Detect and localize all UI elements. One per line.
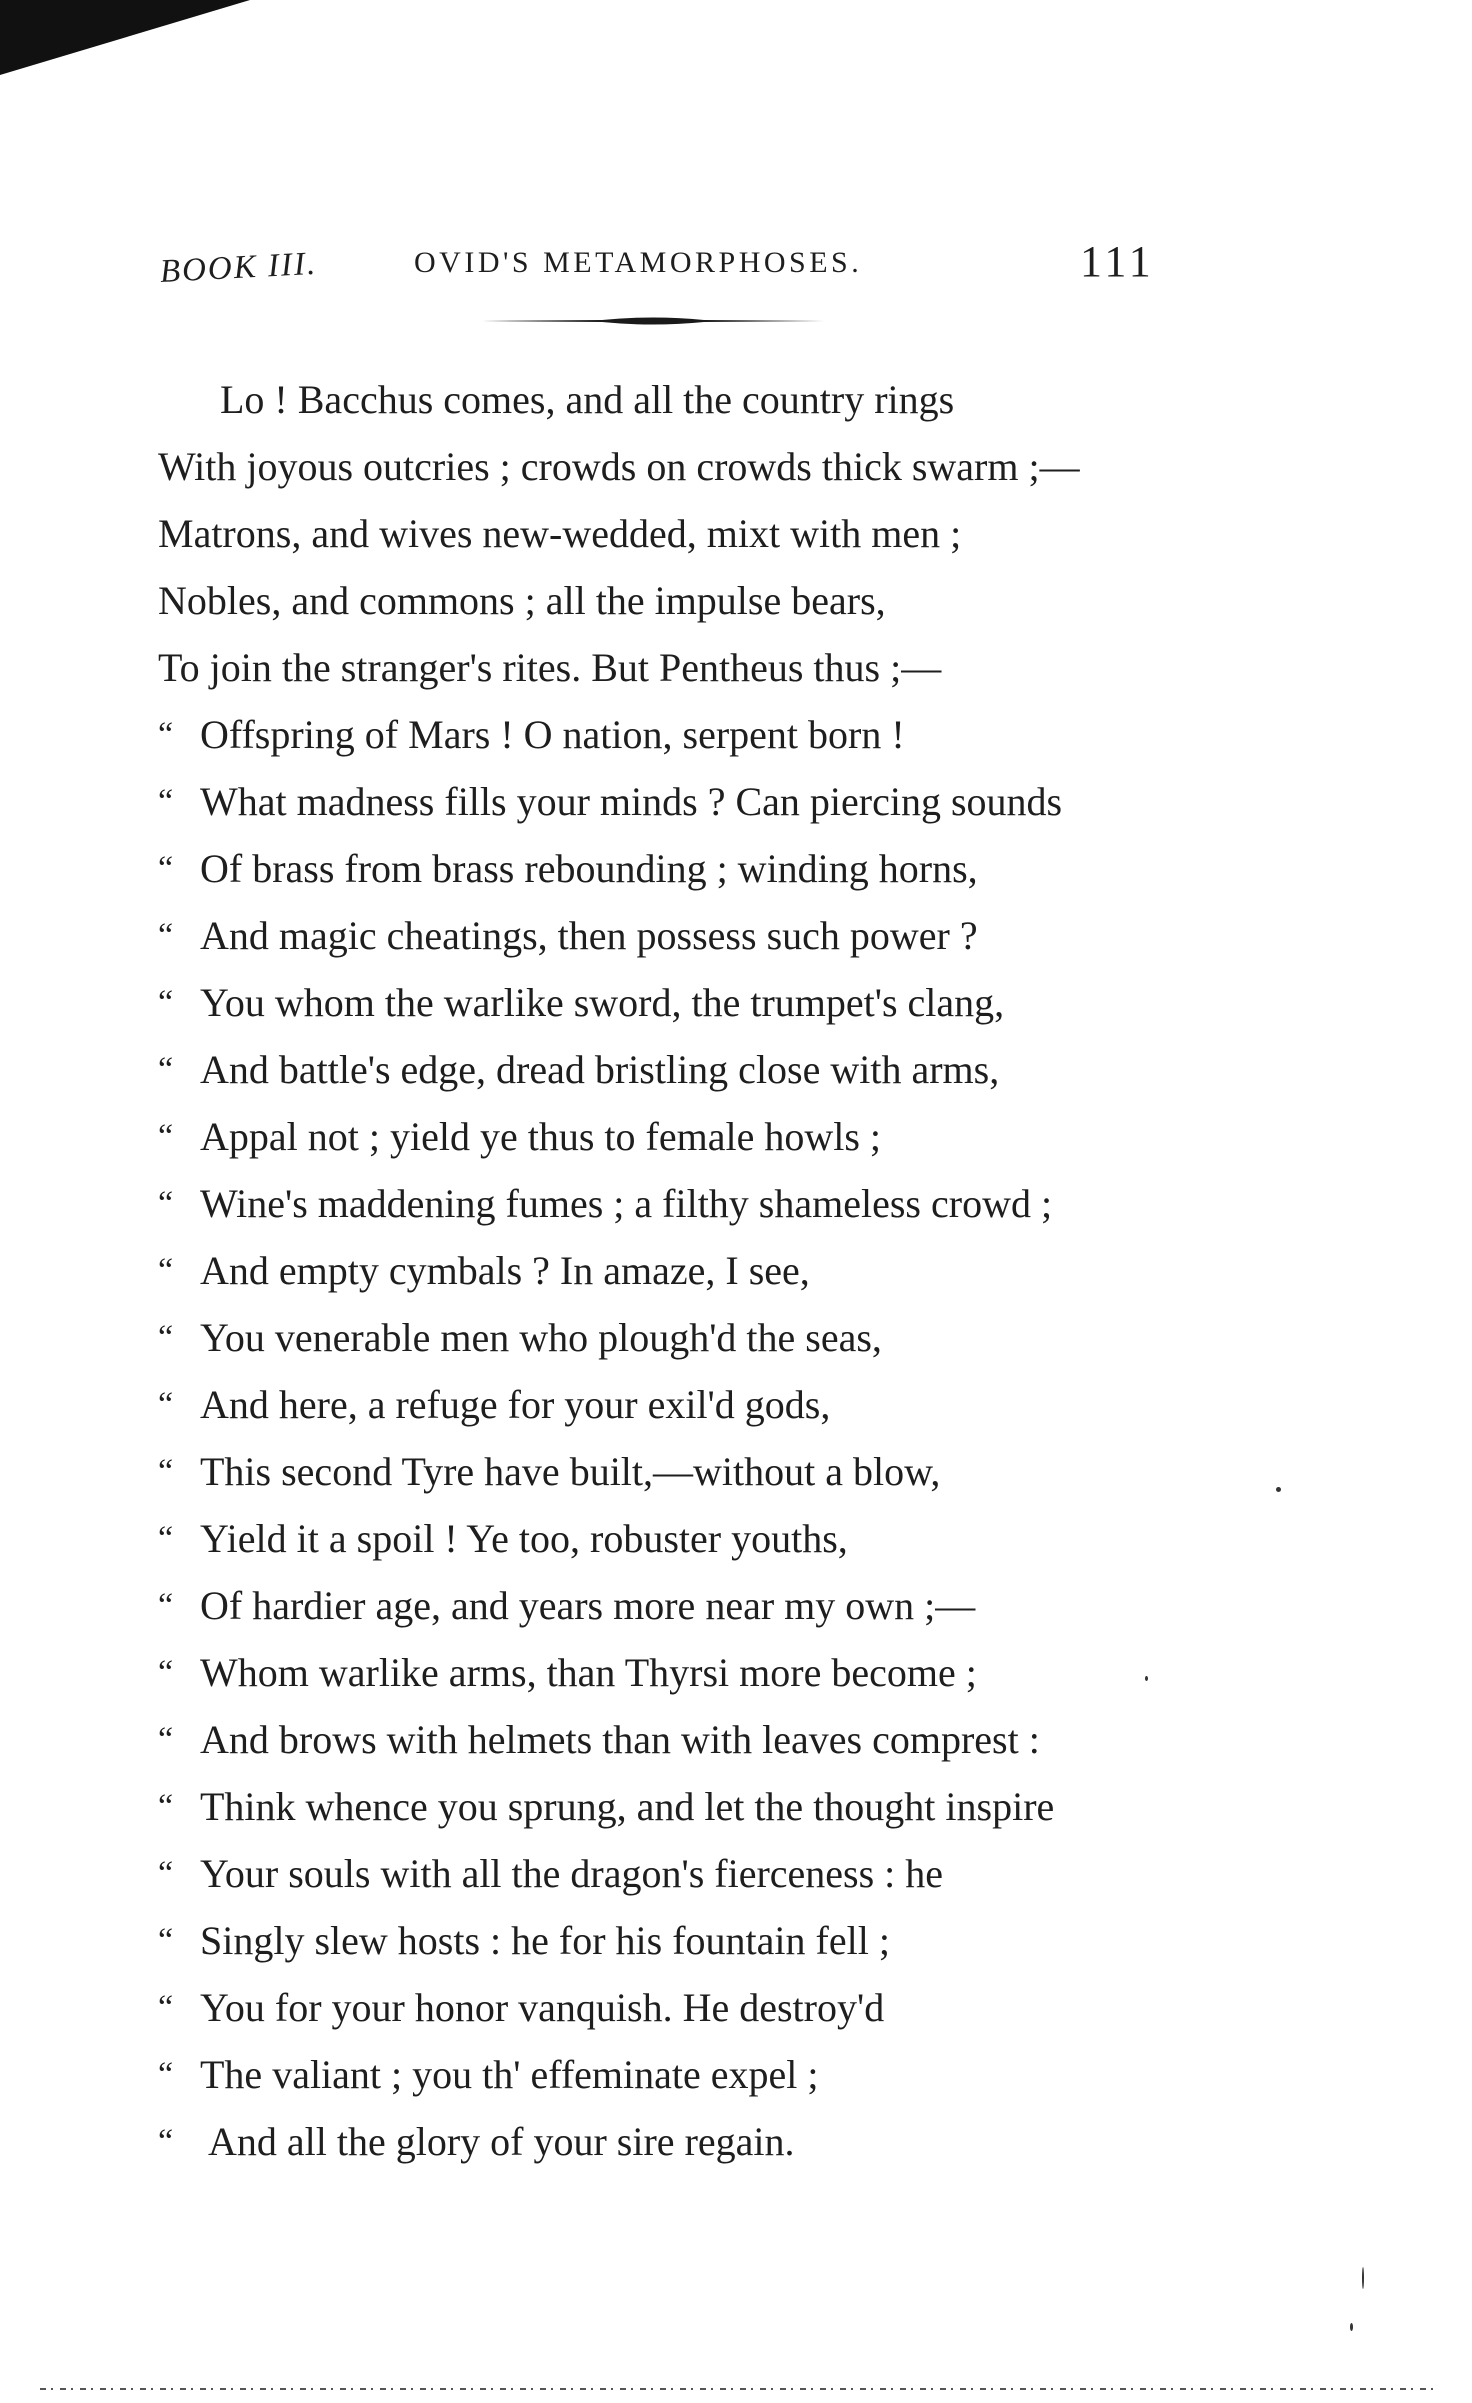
verse-text: What madness fills your minds ? Can piercing sounds [200,779,1063,824]
quote-mark: “ [158,1654,174,1691]
quote-mark: “ [158,1386,174,1423]
quote-mark: “ [158,783,174,820]
quote-mark: “ [158,2123,174,2160]
scan-speck [1276,1487,1281,1492]
verse-text: With joyous outcries ; crowds on crowds thick swarm ;— [158,444,1080,489]
verse-text: Matrons, and wives new-wedded, mixt with men ; [158,511,962,556]
quote-mark: “ [158,1989,174,2026]
verse-text: You for your honor vanquish. He destroy'd [200,1985,885,2030]
scan-speck [1350,2323,1353,2331]
header-rule [482,314,824,328]
page-bottom-edge [40,2385,1440,2393]
verse-text: And all the glory of your sire regain. [208,2119,795,2164]
quote-mark: “ [158,2056,174,2093]
quote-mark: “ [158,716,174,753]
verse-text: And empty cymbals ? In amaze, I see, [200,1248,810,1293]
verse-text: You venerable men who plough'd the seas, [200,1315,882,1360]
quote-mark: “ [158,1721,174,1758]
quote-mark: “ [158,1118,174,1155]
running-head [0,236,1472,296]
verse-text: Wine's maddening fumes ; a filthy shameless crowd ; [200,1181,1053,1226]
quote-mark: “ [158,1922,174,1959]
verse-text: And magic cheatings, then possess such power ? [200,913,978,958]
verse-text: Of brass from brass rebounding ; winding horns, [200,846,978,891]
quote-mark: “ [158,917,174,954]
verse-text: And brows with helmets than with leaves comprest : [200,1717,1040,1762]
verse-text: Nobles, and commons ; all the impulse bears, [158,578,886,623]
quote-mark: “ [158,1453,174,1490]
running-title: OVID'S METAMORPHOSES. [414,246,863,279]
verse-text: Yield it a spoil ! Ye too, robuster youths, [200,1516,848,1561]
scan-speck [1145,1676,1148,1681]
verse-text: Offspring of Mars ! O nation, serpent born ! [200,712,905,757]
quote-mark: “ [158,850,174,887]
scan-speck [1362,2267,1364,2289]
quote-mark: “ [158,1587,174,1624]
verse-text: The valiant ; you th' effeminate expel ; [200,2052,819,2097]
verse-text: And here, a refuge for your exil'd gods, [200,1382,831,1427]
quote-mark: “ [158,1855,174,1892]
book-label: BOOK III. [159,245,319,290]
verse-text: Think whence you sprung, and let the thought inspire [200,1784,1055,1829]
quote-mark: “ [158,1185,174,1222]
quote-mark: “ [158,1520,174,1557]
verse-text: Lo ! Bacchus comes, and all the country rings [220,377,955,422]
verse-text: To join the stranger's rites. But Pentheus thus ;— [158,645,942,690]
verse-text: And battle's edge, dread bristling close with arms, [200,1047,1000,1092]
verse-text: Singly slew hosts : he for his fountain fell ; [200,1918,890,1963]
verse-text: Your souls with all the dragon's fierceness : he [200,1851,944,1896]
verse-text: Whom warlike arms, than Thyrsi more become ; [200,1650,977,1695]
page-number: 111 [1080,237,1155,286]
verse-text: Of hardier age, and years more near my own ;— [200,1583,976,1628]
verse-text: Appal not ; yield ye thus to female howls ; [200,1114,881,1159]
scan-corner-shadow [0,0,260,80]
quote-mark: “ [158,1788,174,1825]
verse-text: You whom the warlike sword, the trumpet's clang, [200,980,1005,1025]
quote-mark: “ [158,984,174,1021]
quote-mark: “ [158,1252,174,1289]
quote-mark: “ [158,1319,174,1356]
verse-text: This second Tyre have built,—without a blow, [200,1449,941,1494]
quote-mark: “ [158,1051,174,1088]
